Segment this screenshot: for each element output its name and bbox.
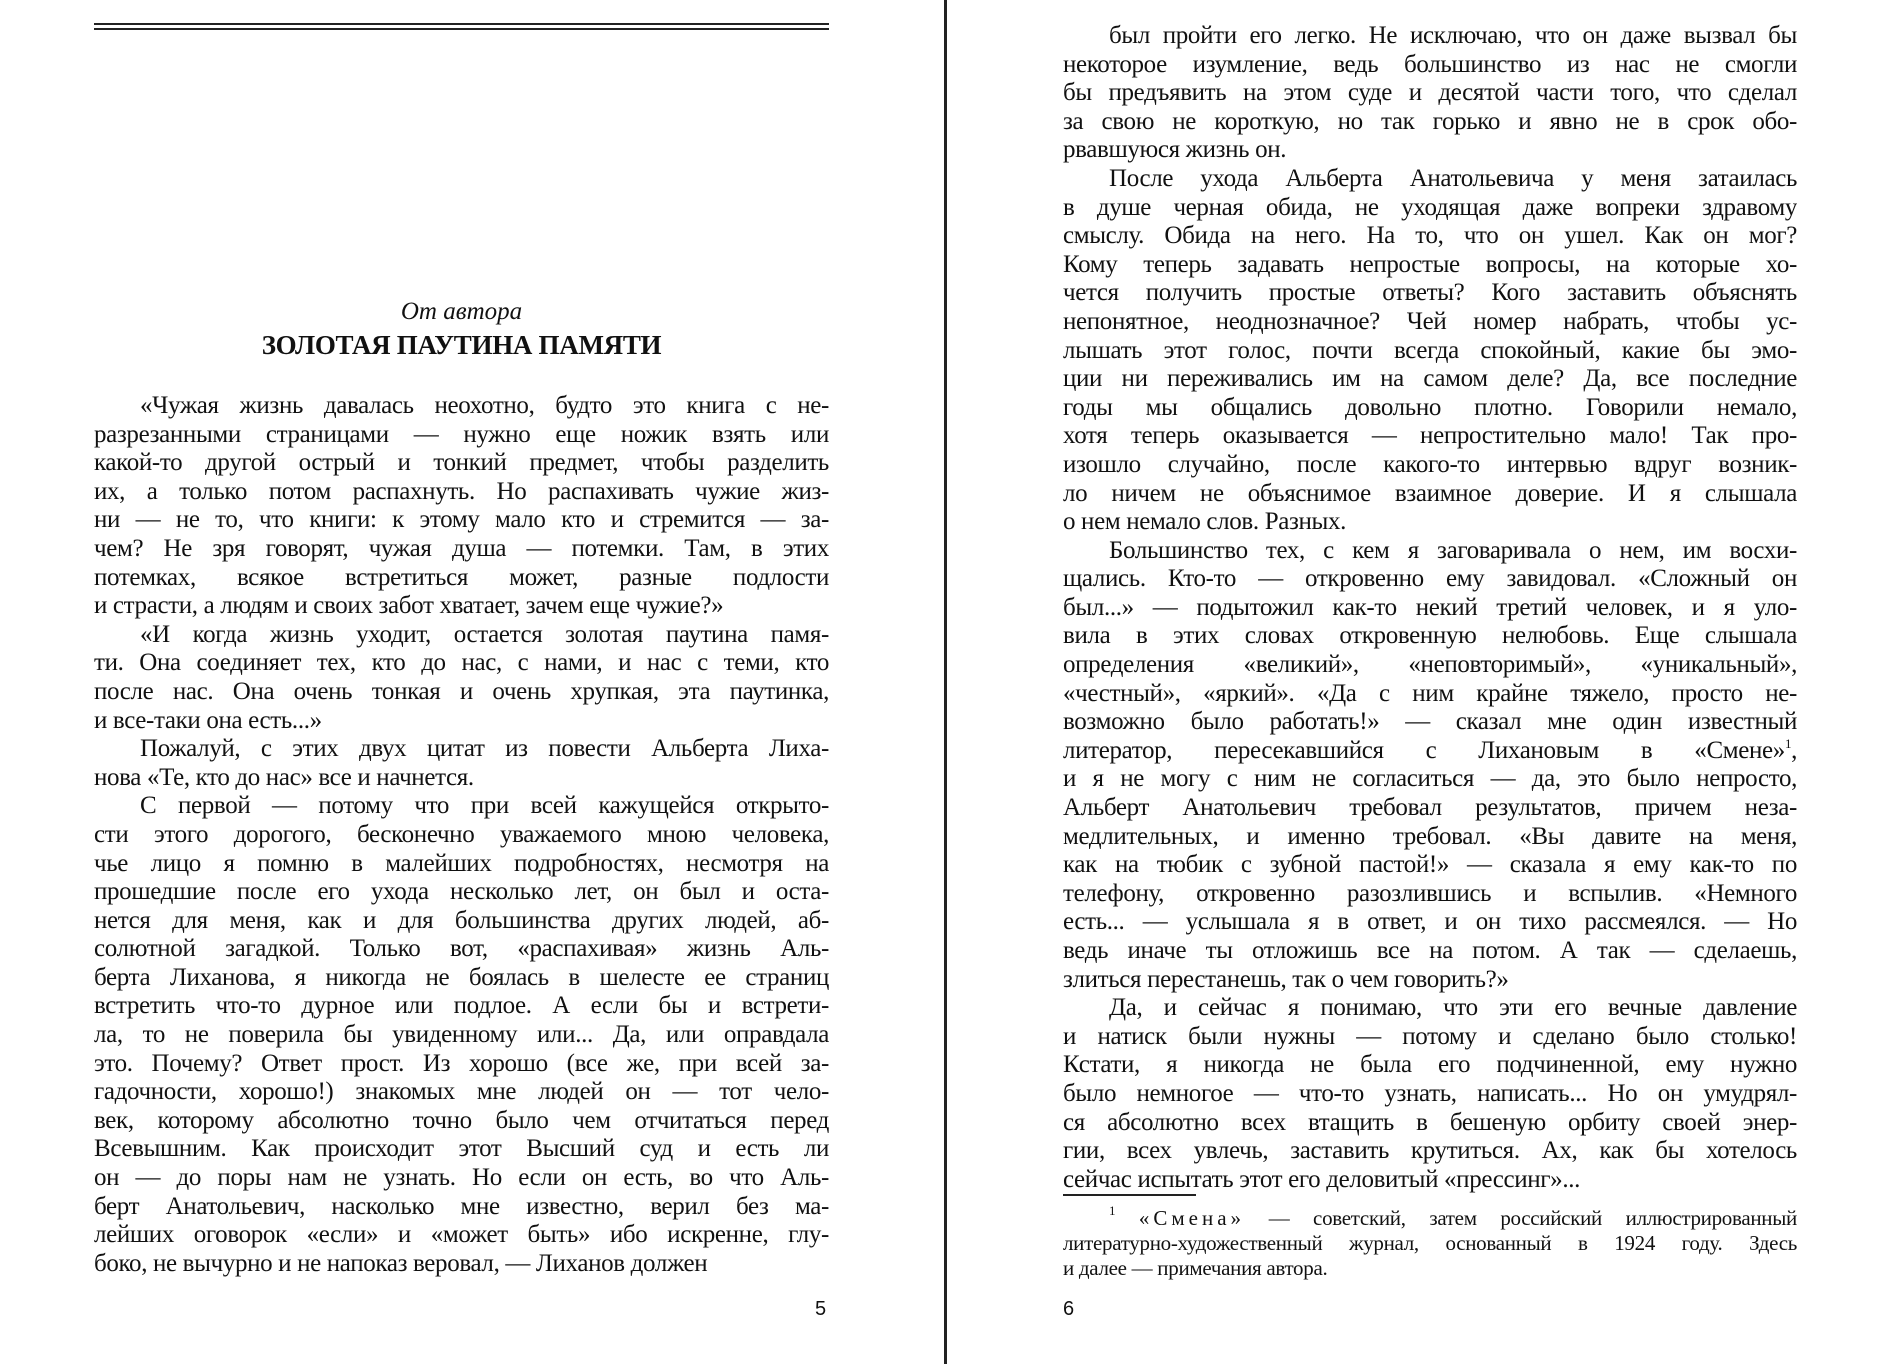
- text-line: медлительных, и именно требовал. «Вы давите на меня,: [1063, 822, 1797, 850]
- text-line: и все-таки она есть...»: [94, 706, 322, 734]
- text-line: и натиск были нужны — потому и сделано было столько!: [1063, 1022, 1797, 1050]
- text-line: гадочности, хорошо!) знакомых мне людей он — тот чело-: [94, 1078, 829, 1106]
- text-line: был пройти его легко. Не исключаю, что он даже вызвал бы: [1109, 22, 1797, 49]
- text-line: в душе черная обида, не уходящая даже вопреки здравому: [1063, 193, 1797, 221]
- left-page: [0, 0, 940, 1364]
- body-text: [1063, 22, 1797, 1194]
- text-line: ни — не то, что книги: к этому мало кто и стремится — за-: [94, 506, 829, 534]
- text-line: годы мы общались довольно плотно. Говорили немало,: [1063, 393, 1797, 421]
- punctuation: ,: [1791, 736, 1797, 764]
- text-line: ся абсолютно всех втащить в бешеную орбиту своей энер-: [1063, 1108, 1797, 1136]
- text-line: Большинство тех, с кем я заговаривала о нем, им восхи-: [1109, 536, 1797, 564]
- text-line: лейших оговорок «если» и «может быть» ибо искренне, глу-: [94, 1221, 829, 1249]
- text-line: сти этого дорогого, бесконечно уважаемого мною человека,: [94, 820, 829, 848]
- right-page: [952, 0, 1884, 1364]
- text-line: ти. Она соединяет тех, кто до нас, с нами, и нас с теми, кто: [94, 649, 829, 677]
- text-line: встретить что-то дурное или подлое. А если бы и встрети-: [94, 992, 829, 1020]
- chapter-title: ЗОЛОТАЯ ПАУТИНА ПАМЯТИ: [261, 330, 662, 360]
- text-line: чется получить простые ответы? Кого заставить объяснять: [1063, 279, 1797, 307]
- text-line: чье лицо я помню в малейших подробностях, несмотря на: [94, 849, 829, 877]
- text-line: век, которому абсолютно точно было чем отчитаться перед: [94, 1106, 829, 1134]
- text-line: непонятное, неоднозначное? Чей номер набрать, чтобы ус-: [1063, 307, 1797, 335]
- paragraph: [1063, 165, 1797, 537]
- text-line: и я не могу с ним не согласиться — да, это было непросто,: [1063, 765, 1797, 793]
- text-line: хотя теперь оказывается — непростительно мало! Так про-: [1063, 422, 1797, 450]
- text-line: гии, всех увлечь, заставить крутиться. Ах, как бы хотелось: [1063, 1137, 1797, 1165]
- paragraph: [94, 392, 829, 621]
- footnote-line: [1063, 1206, 1797, 1231]
- text-line: Пожалуй, с этих двух цитат из повести Альберта Лиха-: [140, 735, 829, 763]
- text-line: После ухода Альберта Анатольевича у меня затаилась: [1109, 164, 1797, 192]
- text-line: злиться перестанешь, так о чем говорить?»: [1063, 965, 1509, 993]
- text-line: «честный», «яркий». «Да с ним крайне тяжело, просто не-: [1063, 679, 1797, 707]
- text-line: какой-то другой острый и тонкий предмет, чтобы разделить: [94, 449, 829, 477]
- page-number: 6: [1063, 1298, 1075, 1320]
- text-segment: литератор, пересекавшийся с Лихановым в «Смене»: [1063, 736, 1785, 764]
- text-line: возможно было работать!» — сказал мне один известный: [1063, 708, 1797, 736]
- footnote-line: и далее — примечания автора.: [1063, 1256, 1328, 1280]
- text-line: бы предъявить на этом суде и десятой части того, что сделал: [1063, 79, 1797, 107]
- footnote-marker: 1: [1109, 1206, 1116, 1218]
- footnote-text: — советский, затем российский иллюстрированный: [1245, 1206, 1797, 1230]
- text-line: С первой — потому что при всей кажущейся открыто-: [140, 792, 829, 820]
- paragraph: [94, 621, 829, 735]
- footnote-line: литературно-художественный журнал, основанный в 1924 году. Здесь: [1063, 1231, 1797, 1255]
- text-line: Да, и сейчас я понимаю, что эти его вечные давление: [1109, 994, 1797, 1022]
- text-line: «И когда жизнь уходит, остается золотая паутина памя-: [140, 620, 829, 648]
- text-line: чем? Не зря говорят, чужая душа — потемки. Там, в этих: [94, 534, 829, 562]
- text-line: после нас. Она очень тонкая и очень хрупкая, эта паутинка,: [94, 677, 829, 705]
- page-spine-divider: [944, 0, 947, 1364]
- paragraph: [94, 792, 829, 1278]
- text-line: есть... — услышала я в ответ, и он тихо рассмеялся. — Но: [1063, 908, 1797, 936]
- text-line: он — до поры нам не узнать. Но если он есть, во что Аль-: [94, 1164, 829, 1192]
- text-line: Альберт Анатольевич требовал результатов, причем неза-: [1063, 794, 1797, 822]
- text-line: было немногое — что-то узнать, написать... Но он умудрял-: [1063, 1079, 1797, 1107]
- text-line: Кстати, я никогда не была его подчиненной, ему нужно: [1063, 1051, 1797, 1079]
- paragraph: [94, 735, 829, 792]
- text-line: боко, не вычурно и не напоказ веровал, — Лиханов должен: [94, 1249, 708, 1277]
- footnote-rule: [1063, 1194, 1196, 1196]
- text-line: рвавшуюся жизнь он.: [1063, 136, 1287, 164]
- text-line: о нем немало слов. Разных.: [1063, 508, 1347, 536]
- text-line: берт Анатольевич, насколько мне известно, верил без ма-: [94, 1192, 829, 1220]
- paragraph: [1063, 994, 1797, 1194]
- header-double-rule: [94, 23, 829, 30]
- text-line: потемках, всякое встретиться может, разные подлости: [94, 563, 829, 591]
- text-line: нова «Те, кто до нас» все и начнется.: [94, 763, 474, 791]
- text-line: некоторое изумление, ведь большинство из нас не смогли: [1063, 50, 1797, 78]
- text-line: смыслу. Обида на него. На то, что он ушел. Как он мог?: [1063, 222, 1797, 250]
- text-line: берта Лиханова, я никогда не боялась в шелесте ее страниц: [94, 963, 829, 991]
- text-line: это. Почему? Ответ прост. Из хорошо (все же, при всей за-: [94, 1049, 829, 1077]
- footnote: [1063, 1206, 1797, 1281]
- text-line: солютной загадкой. Только вот, «распахивая» жизнь Аль-: [94, 935, 829, 963]
- text-line: телефону, откровенно разозлившись и вспылив. «Немного: [1063, 879, 1797, 907]
- page-number: 5: [815, 1298, 827, 1320]
- text-line: разрезанными страницами — нужно еще ножик взять или: [94, 420, 829, 448]
- text-line: их, а только потом распахнуть. Но распахивать чужие жиз-: [94, 477, 829, 505]
- text-line: определения «великий», «неповторимый», «уникальный»,: [1063, 651, 1797, 679]
- text-line: за свою не короткую, но так горько и явно не в срок обо-: [1063, 107, 1797, 135]
- text-line: щались. Кто-то — откровенно ему завидовал. «Сложный он: [1063, 565, 1797, 593]
- text-line: Кому теперь задавать непростые вопросы, на которые хо-: [1063, 250, 1797, 278]
- section-label: От автора: [400, 298, 523, 325]
- text-line: ции ни переживались им на самом деле? Да, все последние: [1063, 365, 1797, 393]
- text-line: ла, то не поверила бы увиденному или... Да, или оправдала: [94, 1021, 829, 1049]
- text-line: ло ничем не объяснимое взаимное доверие. И я слышала: [1063, 479, 1797, 507]
- text-line: ведь иначе ты отложишь все на потом. А так — сделаешь,: [1063, 937, 1797, 964]
- text-line: [1063, 737, 1797, 766]
- text-line: изошло случайно, после какого-то интервью вдруг возник-: [1063, 450, 1797, 478]
- footnote-reference[interactable]: 1: [1784, 736, 1792, 751]
- text-line: был...» — подытожил как-то некий третий человек, и я уло-: [1063, 593, 1797, 621]
- text-line: лышать этот голос, почти всегда спокойный, какие бы эмо-: [1063, 336, 1797, 364]
- paragraph: [1063, 22, 1797, 165]
- paragraph: [1063, 537, 1797, 995]
- body-text: [94, 392, 829, 1278]
- text-line: вила в этих словах откровенную нелюбовь. Еще слышала: [1063, 622, 1797, 650]
- footnote-term: «Смена»: [1138, 1206, 1246, 1230]
- text-line: как на тюбик с зубной пастой!» — сказала я ему как-то по: [1063, 851, 1797, 879]
- text-line: «Чужая жизнь давалась неохотно, будто это книга с не-: [140, 392, 829, 419]
- text-line: прошедшие после его ухода несколько лет, он был и оста-: [94, 878, 829, 906]
- text-line: и страсти, а людям и своих забот хватает, зачем еще чужие?»: [94, 592, 724, 620]
- text-line: нется для меня, как и для большинства других людей, аб-: [94, 906, 829, 934]
- text-line: Всевышним. Как происходит этот Высший суд и есть ли: [94, 1135, 829, 1163]
- text-line: сейчас испытать этот его деловитый «прессинг»...: [1063, 1165, 1581, 1193]
